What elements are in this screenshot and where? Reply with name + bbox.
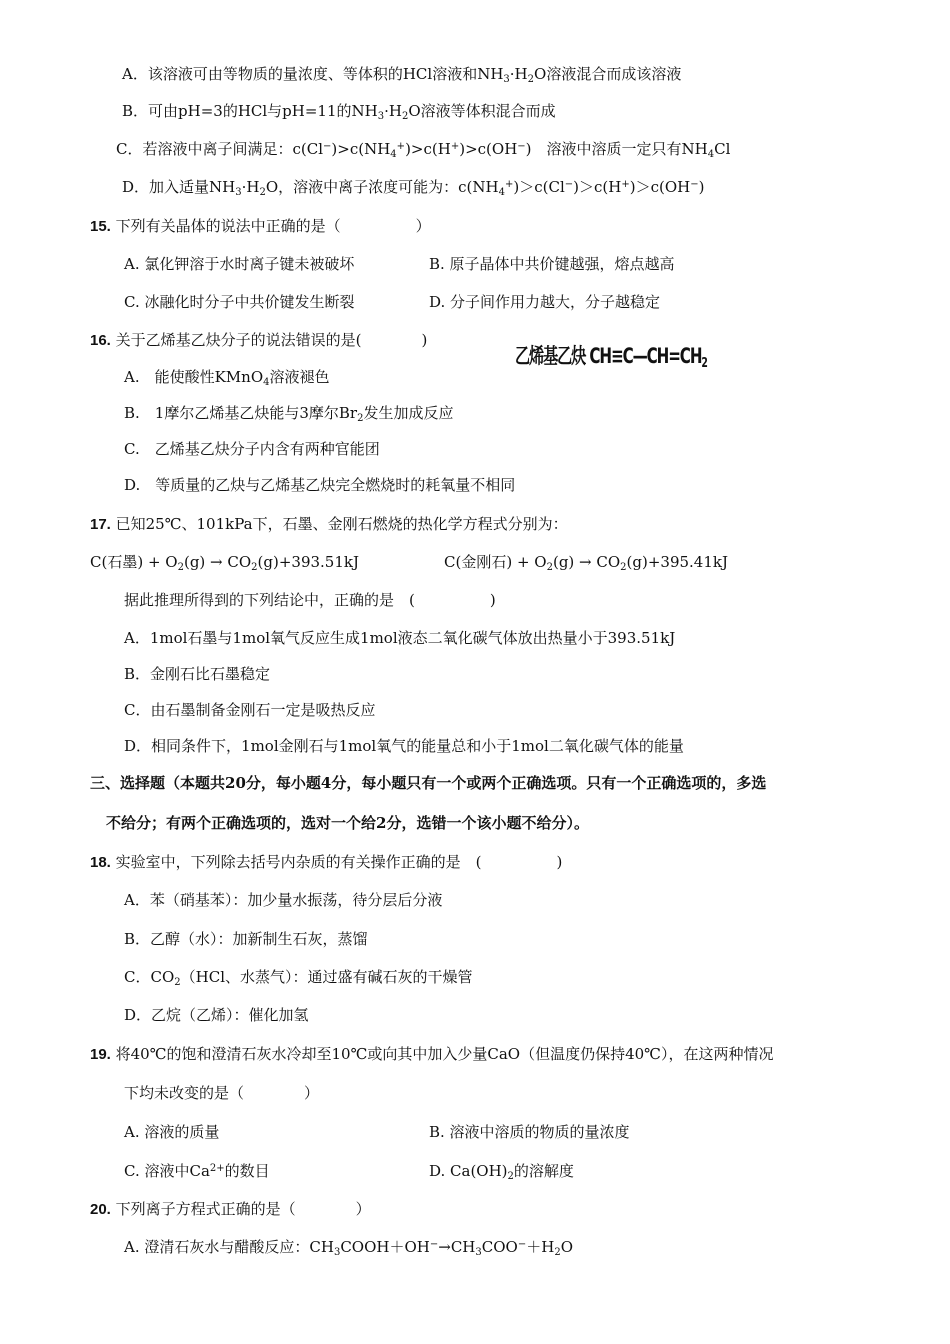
q17-question: 据此推理所得到的下列结论中，正确的是 ( ): [124, 591, 496, 609]
q20-stem: 20. 下列离子方程式正确的是（ ）: [90, 1200, 371, 1218]
q19-option-a: A. 溶液的质量: [124, 1123, 220, 1141]
q16-option-d: D. 等质量的乙炔与乙烯基乙炔完全燃烧时的耗氧量不相同: [124, 476, 516, 494]
q17-option-b: B．金刚石比石墨稳定: [124, 665, 271, 683]
q15-option-b: B. 原子晶体中共价键越强，熔点越高: [429, 255, 675, 273]
q19-stem-cont: 下均未改变的是（ ）: [124, 1084, 320, 1102]
question-number: 20.: [90, 1201, 111, 1218]
q14-option-a: A．该溶液可由等物质的量浓度、等体积的HCl溶液和$NH_3\cdot H_2O$溶液混合而成该溶液: [122, 65, 682, 85]
q16-option-c: C. 乙烯基乙炔分子内含有两种官能团: [124, 440, 380, 458]
q16-option-b: B. 1摩尔乙烯基乙炔能与3摩尔$Br_2$发生加成反应: [124, 404, 454, 424]
q19-option-c: C. 溶液中$Ca^{2+}$的数目: [124, 1162, 270, 1180]
vinylacetylene-formula-image: 乙烯基乙炔 $CH\equiv C—CH=CH_2$: [515, 344, 707, 371]
question-number: 19.: [90, 1046, 111, 1063]
question-number: 15.: [90, 218, 111, 235]
q18-option-a: A．苯（硝基苯）：加少量水振荡，待分层后分液: [124, 891, 443, 909]
q16-option-a: A. 能使酸性KMnO$_4$溶液褪色: [124, 368, 330, 388]
q14-option-b: B．可由pH=3的HCl与pH=11的$NH_3\cdot H_2O$溶液等体积混合而成: [122, 102, 556, 122]
q19-option-b: B. 溶液中溶质的物质的量浓度: [429, 1123, 630, 1141]
q15-option-c: C. 冰融化时分子中共价键发生断裂: [124, 293, 355, 311]
question-number: 18.: [90, 854, 111, 871]
q18-option-c: C．$CO_2(HCl$、水蒸气）：通过盛有碱石灰的干燥管: [124, 968, 473, 988]
q18-option-d: D．乙烷（乙烯）：催化加氢: [124, 1006, 309, 1024]
q16-stem: 16. 关于乙烯基乙炔分子的说法错误的是( ): [90, 331, 428, 349]
q17-equation-diamond: C(金刚石) + $O_2(g) \to CO_2(g)+395.41kJ$: [444, 553, 728, 573]
q17-option-a: A．1mol石墨与1mol氧气反应生成1mol液态二氧化碳气体放出热量小于393.51kJ: [124, 629, 676, 647]
q14-option-d: D．加入适量$NH_3\cdot H_2O$，溶液中离子浓度可能为：$c(NH_4^+)>c(Cl^-)>c(H^+)>c(OH^-)$: [122, 178, 705, 198]
section-3-heading: 三、选择题（本题共20分，每小题4分，每小题只有一个或两个正确选项。只有一个正确选项的，多选: [90, 774, 767, 792]
q17-option-c: C．由石墨制备金刚石一定是吸热反应: [124, 701, 376, 719]
q20-option-a: A. 澄清石灰水与醋酸反应：$CH_3COOH+OH^-\to CH_3COO^-+H_2O$: [124, 1238, 574, 1258]
question-number: 16.: [90, 332, 111, 349]
q15-option-a: A. 氯化钾溶于水时离子键未被破坏: [124, 255, 355, 273]
section-3-heading-cont: 不给分；有两个正确选项的，选对一个给2分，选错一个该小题不给分）。: [106, 814, 589, 832]
q17-equation-graphite: C(石墨) + $O_2(g) \to CO_2(g)+393.51kJ$: [90, 553, 359, 573]
q15-option-d: D. 分子间作用力越大，分子越稳定: [429, 293, 661, 311]
q17-stem: 17. 已知25℃、101kPa下，石墨、金刚石燃烧的热化学方程式分别为：: [90, 515, 568, 533]
q19-stem: 19. 将40℃的饱和澄清石灰水冷却至10℃或向其中加入少量CaO（但温度仍保持40℃），在这两种情况: [90, 1045, 774, 1063]
q14-option-c: C．若溶液中离子间满足：$c(Cl^-)>c(NH_4^+)>c(H^+)>c(OH^-)$ 溶液中溶质一定只有$NH_4Cl$: [116, 140, 731, 160]
question-number: 17.: [90, 516, 111, 533]
q17-option-d: D．相同条件下，1mol金刚石与1mol氧气的能量总和小于1mol二氧化碳气体的能量: [124, 737, 684, 755]
q19-option-d: D. $Ca(OH)_2$的溶解度: [429, 1162, 574, 1182]
q18-option-b: B．乙醇（水）：加新制生石灰，蒸馏: [124, 930, 368, 948]
q15-stem: 15. 下列有关晶体的说法中正确的是（ ）: [90, 217, 431, 235]
q18-stem: 18. 实验室中，下列除去括号内杂质的有关操作正确的是 ( ): [90, 853, 563, 871]
